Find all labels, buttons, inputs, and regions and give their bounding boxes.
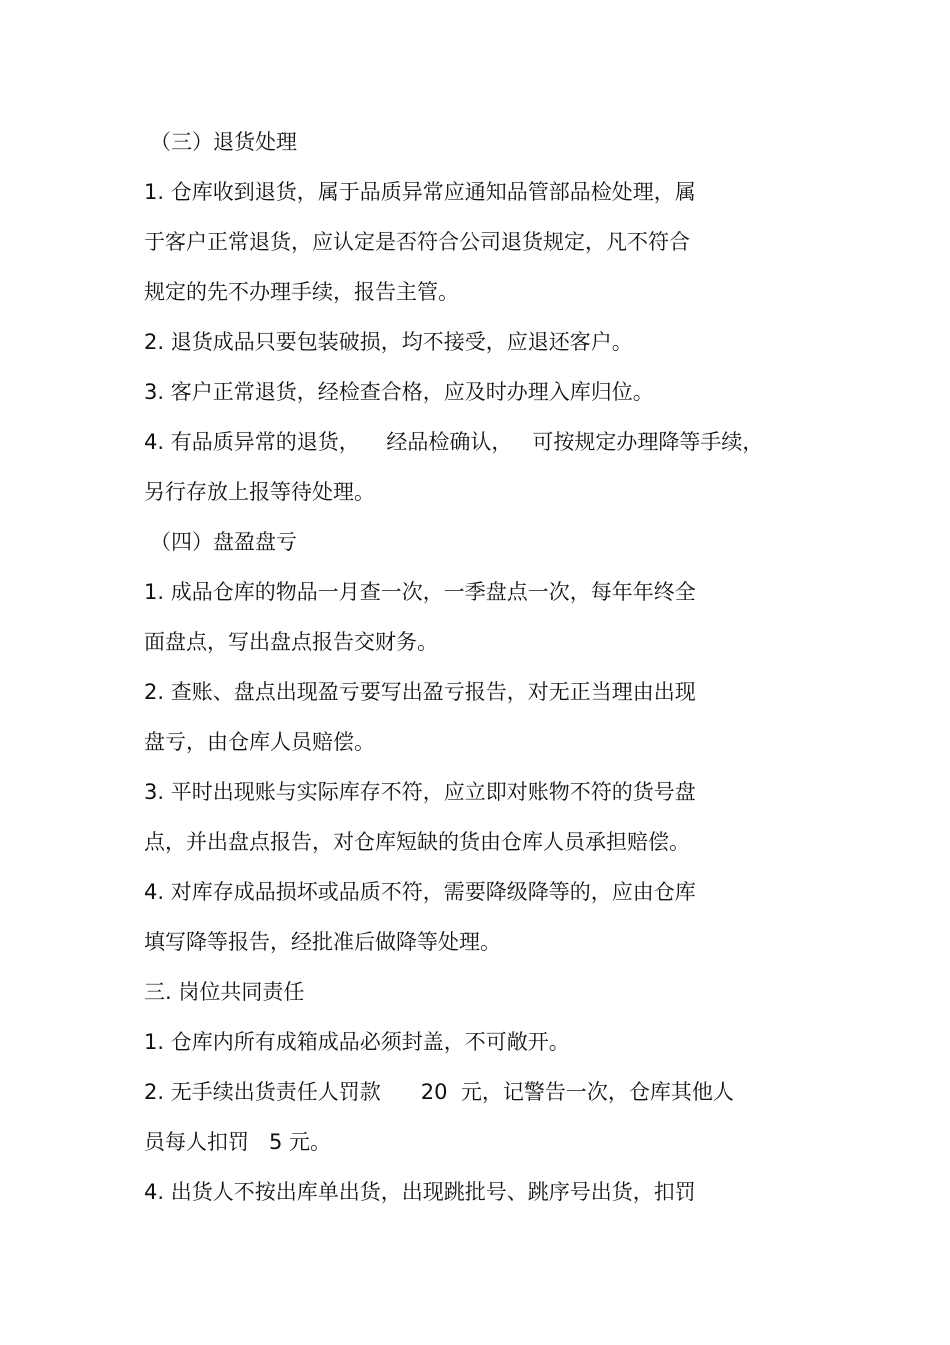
section-heading-returns: （三）退货处理: [150, 130, 297, 154]
text-line: 3. 平时出现账与实际库存不符，应立即对账物不符的货号盘: [144, 780, 696, 804]
text-line: 员每人扣罚 5 元。: [144, 1130, 332, 1154]
text-line: 盘亏，由仓库人员赔偿。: [144, 730, 375, 754]
text-line: 4. 出货人不按出库单出货，出现跳批号、跳序号出货，扣罚: [144, 1180, 696, 1204]
text-line: 填写降等报告，经批准后做降等处理。: [144, 930, 501, 954]
text-line: 1. 仓库内所有成箱成品必须封盖，不可敞开。: [144, 1030, 570, 1054]
section-heading-inventory: （四）盘盈盘亏: [150, 530, 297, 554]
text-line: 于客户正常退货，应认定是否符合公司退货规定，凡不符合: [144, 230, 690, 254]
text-line: 1. 成品仓库的物品一月查一次，一季盘点一次，每年年终全: [144, 580, 696, 604]
text-line: 1. 仓库收到退货，属于品质异常应通知品管部品检处理，属: [144, 180, 696, 204]
text-line: 2. 查账、盘点出现盈亏要写出盈亏报告，对无正当理由出现: [144, 680, 696, 704]
text-line: 另行存放上报等待处理。: [144, 480, 375, 504]
text-line: 点，并出盘点报告，对仓库短缺的货由仓库人员承担赔偿。: [144, 830, 690, 854]
text-line: 2. 无手续出货责任人罚款 20 元，记警告一次，仓库其他人: [144, 1080, 734, 1104]
text-line: 面盘点，写出盘点报告交财务。: [144, 630, 438, 654]
text-line: 4. 有品质异常的退货， 经品检确认， 可按规定办理降等手续，: [144, 430, 764, 454]
section-heading-responsibilities: 三. 岗位共同责任: [144, 980, 305, 1004]
text-line: 规定的先不办理手续，报告主管。: [144, 280, 459, 304]
text-line: 3. 客户正常退货，经检查合格，应及时办理入库归位。: [144, 380, 654, 404]
text-line: 2. 退货成品只要包装破损，均不接受，应退还客户。: [144, 330, 633, 354]
text-line: 4. 对库存成品损坏或品质不符，需要降级降等的，应由仓库: [144, 880, 696, 904]
